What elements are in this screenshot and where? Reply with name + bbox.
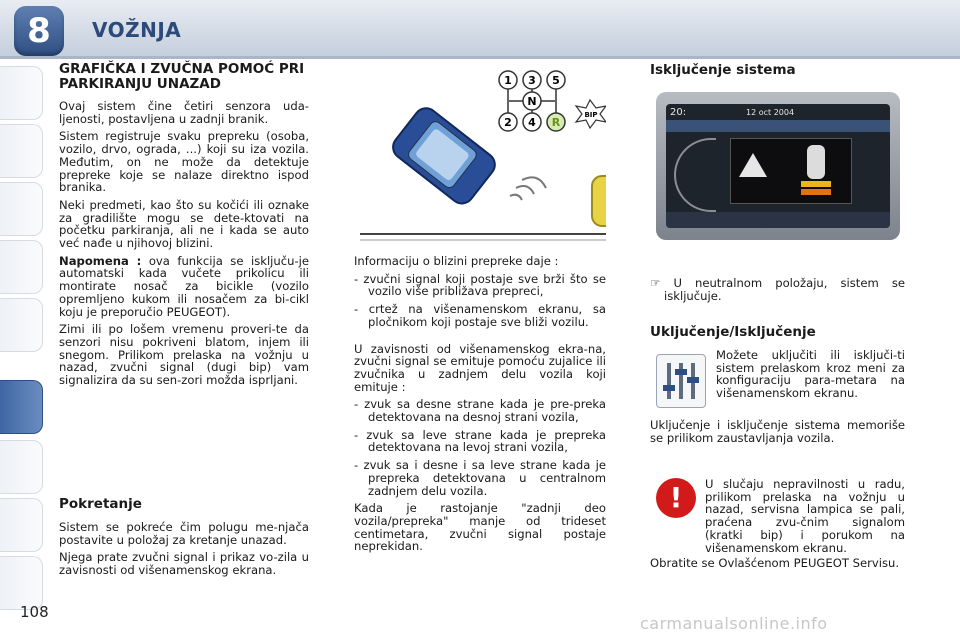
section-title-parking-aid: GRAFIČKA I ZVUČNA POMOĆ PRI PARKIRANJU UNAZAD — [59, 61, 305, 92]
display-menu-bar — [666, 120, 890, 132]
chapter-tab-3[interactable] — [0, 182, 43, 236]
chapter-tab-active[interactable] — [0, 380, 43, 434]
gear-label: N — [527, 95, 537, 108]
gear-label: 4 — [528, 116, 536, 129]
bullet-item: - zvučni signal koji postaje sve brži što se vozilo više približava prepreci, — [354, 271, 606, 299]
section-title-disable: Isključenje sistema — [650, 62, 796, 78]
chapter-tab-2[interactable] — [0, 124, 43, 178]
paragraph: U slučaju nepravilnosti u radu, prilikom prelaska na vožnju u nazad, servisna lampica se pali, praćena zvu-čnim signalom (kratki bip) i porukom na višenamenskom ekranu. — [705, 477, 905, 555]
watermark: carmanualsonline.info — [640, 614, 828, 633]
gear-label: 1 — [504, 74, 512, 87]
proximity-bar-icon — [801, 181, 831, 187]
display-time: 20: — [670, 107, 687, 118]
beep-label: BIP — [584, 111, 598, 119]
paragraph: Sistem registruje svaku prepreku (osoba, vozilo, drvo, ograda, ...) koji su iza vozila. Međutim, on ne može da detektuje prepreke koje se nalaze direktno ispod branika. — [59, 129, 309, 195]
bullet-item: - zvuk sa i desne i sa leve strane kada je prepreka detektovana u centralnom zadnjem delu vozila. — [354, 458, 606, 498]
paragraph: Uključenje i isključenje sistema memoriše se prilikom zaustavljanja vozila. — [650, 418, 905, 445]
chapter-tab-8[interactable] — [0, 498, 43, 552]
gear-label: 3 — [528, 74, 536, 87]
proximity-bar-icon — [801, 189, 831, 195]
chapter-tab-5[interactable] — [0, 298, 43, 352]
chapter-number-badge: 8 — [14, 6, 64, 56]
paragraph: Kada je rastojanje "zadnji deo vozila/prepreka" manje od trideset centimetara, zvučni signal postaje neprekidan. — [354, 501, 606, 554]
header-divider — [0, 56, 960, 59]
paragraph: Sistem se pokreće čim polugu me-njača postavite u položaj za kretanje unazad. — [59, 520, 309, 547]
gear-label: 2 — [504, 116, 512, 129]
display-date: 12 oct 2004 — [746, 108, 795, 117]
section-title-start: Pokretanje — [59, 496, 142, 512]
column-right — [650, 277, 905, 307]
chapter-tab-4[interactable] — [0, 240, 43, 294]
gear-label: R — [551, 116, 561, 129]
warning-triangle-icon — [739, 153, 767, 177]
paragraph: Ovaj sistem čine četiri senzora uda-ljenosti, postavljena u zadnji branik. — [59, 99, 309, 126]
service-text — [650, 557, 905, 575]
chapter-title: VOŽNJA — [92, 18, 182, 42]
section-title-toggle: Uključenje/Isključenje — [650, 324, 816, 340]
warning-icon: ! — [656, 478, 696, 518]
toggle-memory-text — [650, 419, 905, 449]
paragraph: Možete uključiti ili isključi-ti sistem prelaskom kroz meni za konfiguraciju para-metara na višenamenskom ekranu. — [716, 348, 905, 401]
chapter-tab-9[interactable] — [0, 556, 43, 610]
chapter-tab-7[interactable] — [0, 440, 43, 494]
note-paragraph — [59, 255, 309, 319]
column-left-lower — [59, 496, 309, 582]
toggle-text-block — [716, 349, 905, 405]
bullet-item: - zvuk sa desne strane kada je pre-preka detektovana na desnoj strani vozila, — [354, 397, 606, 425]
bullet-item: - zvuk sa leve strane kada je prepreka detektovana na levoj strani vozila, — [354, 427, 606, 455]
obstacle-car — [592, 176, 606, 226]
page-number: 108 — [20, 603, 49, 621]
note-text: ova funkcija se isključu-je automatski kada vučete prikolicu ili montirate nosač za bicikle (vozilo opremljeno kukom ili nosačem za bi-cikl koju je preporučio PEUGEOT). — [59, 253, 309, 319]
note-label: Napomena : — [59, 253, 142, 268]
bullet-item: ☞ U neutralnom položaju, sistem se isključuje. — [650, 276, 905, 303]
paragraph: U zavisnosti od višenamenskog ekra-na, zvučni signal se emituje pomoću zujalice ili zvučnika u zadnjem delu vozila koji emituje : — [354, 341, 606, 394]
paragraph: Neki predmeti, kao što su kočići ili oznake za gradilište mogu se dete-ktovati na početku parkiranja, ali ne i kada se auto već nađe u njihovoj blizini. — [59, 197, 309, 251]
bullet-item: - crtež na višenamenskom ekranu, sa pločnikom koji postaje sve bliži vozilu. — [354, 302, 606, 329]
chapter-tab-1[interactable] — [0, 66, 43, 120]
paragraph: Zimi ili po lošem vremenu proveri-te da senzori nisu pokriveni blatom, injem ili snegom. Prilikom prelaska na vožnju u nazad, zvučni signal (dugi bip) vam signalizira da su sen-zori možda isprljani. — [59, 322, 309, 388]
multifunction-display — [656, 92, 900, 240]
column-left — [59, 62, 309, 392]
car-top-view-icon — [807, 145, 825, 179]
paragraph: Obratite se Ovlašćenom PEUGEOT Servisu. — [650, 556, 900, 570]
warning-text-block — [705, 478, 905, 559]
display-bottom-bar — [666, 212, 890, 228]
paragraph: Informaciju o blizini prepreke daje : — [354, 254, 559, 268]
gear-shift-diagram — [499, 71, 565, 131]
config-sliders-icon — [656, 354, 706, 408]
display-gauge — [674, 138, 716, 212]
gear-label: 5 — [552, 74, 560, 87]
paragraph: Njega prate zvučni signal i prikaz vo-zila u zavisnosti od višenamenskog ekrana. — [59, 550, 309, 578]
parking-view-panel — [730, 138, 852, 204]
parking-illustration — [360, 64, 606, 246]
display-screen — [666, 104, 890, 228]
column-middle — [354, 255, 606, 558]
